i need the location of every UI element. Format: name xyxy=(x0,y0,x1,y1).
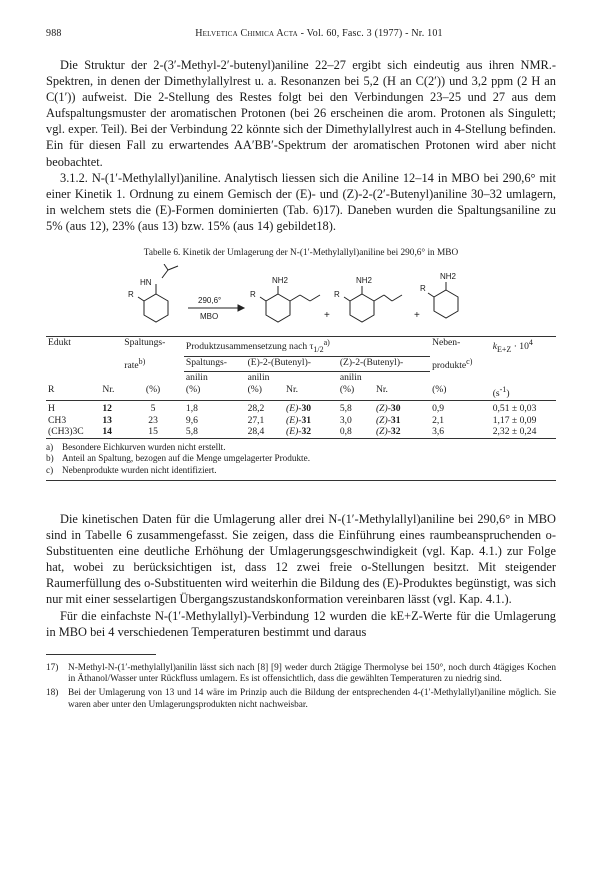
cell-spalt: 5,8 xyxy=(184,426,246,438)
head-s-close: ) xyxy=(506,388,510,399)
cell-e-prefix: (E)- xyxy=(286,403,302,414)
head-produkt xyxy=(184,337,430,356)
head-pct-neben: (%) xyxy=(430,384,491,400)
head-e-prod-2: anilin xyxy=(247,372,270,384)
reaction-scheme xyxy=(126,264,486,332)
head-spaltungsrate-1: Spaltungs- xyxy=(124,337,166,349)
cell-e-pct: 27,1 xyxy=(247,414,265,426)
head-produkt-sup: a) xyxy=(323,338,330,348)
scheme-r1: R xyxy=(128,290,134,300)
footnote xyxy=(46,688,556,711)
cell-z-nr xyxy=(374,403,430,415)
footnote-mark: 18) xyxy=(46,687,59,698)
head-produkt-sub: 1/2 xyxy=(313,345,324,355)
footnote xyxy=(46,663,556,686)
head-k-tail: · 10 xyxy=(511,341,529,353)
reactant-ring xyxy=(144,294,168,322)
running-title xyxy=(82,28,556,39)
cell-z-nr xyxy=(374,415,430,427)
scheme-nh2-1: NH2 xyxy=(272,276,289,286)
table-footnote xyxy=(46,465,556,477)
cell-e-nr xyxy=(284,415,338,427)
cell-e-number: 30 xyxy=(301,403,312,414)
cell-nr: 13 xyxy=(102,414,112,426)
table-row xyxy=(46,426,556,438)
head-spaltungsanilin-2: anilin xyxy=(185,372,208,384)
scheme-nh2-3: NH2 xyxy=(440,272,457,282)
cell-z-pct: 0,8 xyxy=(338,426,374,438)
paragraph-2: 3.1.2. N-(1′-Methylallyl)aniline. Analytisch liessen sich die Aniline 12–14 in MBO bei 290,6° mit einer Kinetik 1. Ordnung zu einem Gemisch der (E)- und (Z)-2-(2′-Butenyl)aniline 30–32 umlagern, in welchem stets die (E)-Formen dominierten (Tab. 6)17). Daneben wurden die Spaltungsaniline zu 5% (aus 12), 23% (aus 13) bzw. 15% (aus 14) gebildet18). xyxy=(46,170,556,233)
table-footnotes xyxy=(46,442,556,477)
table-head-row-4 xyxy=(46,384,556,400)
cell-k: 0,51 ± 0,03 xyxy=(492,403,537,414)
cell-e-number: 32 xyxy=(301,426,312,437)
product3-ring xyxy=(434,290,458,318)
table-end-rule xyxy=(46,480,556,481)
head-neben-sup: c) xyxy=(466,357,473,367)
cell-r: CH3 xyxy=(48,414,67,426)
cell-k: 1,17 ± 0,09 xyxy=(492,414,537,426)
page-number: 988 xyxy=(46,28,62,39)
head-pct-e: (%) xyxy=(246,384,284,400)
page xyxy=(46,28,556,713)
cell-e-pct: 28,4 xyxy=(246,426,284,438)
scheme-solvent: MBO xyxy=(200,312,219,322)
head-s-text: (s xyxy=(492,388,500,399)
cell-z-prefix: (Z)- xyxy=(375,403,391,414)
table-footnote-mark: a) xyxy=(46,441,54,452)
cell-spalt: 9,6 xyxy=(185,414,198,426)
cell-rate: 5 xyxy=(150,403,156,414)
head-nr-z: Nr. xyxy=(374,384,430,400)
paragraph-1: Die Struktur der 2-(3′-Methyl-2′-butenyl)aniline 22–27 ergibt sich eindeutig aus ihren NMR.-Spektren, in denen der Dimethylallylrest u. a. Resonanzen bei 5,2 (H an C(2′)) und 3,2 ppm (2 H an C(1′)) aufweist. Die 2-Stellung des Restes folgt bei den Verbindungen 23–25 und 27 aus dem Aufspaltungsmuster der aromatischen Protonen (bei 26 erscheinen die arom. Protonen als Singulett; vgl. exper. Teil). Bei der Verbindung 22 könnte sich der Dimethylallylrest auch in 4-Stellung befinden. Ein für diesen Fall zu erwartendes AA′BB′-Spektrum der aromatischen Protonen wird aber nicht beobachtet. xyxy=(46,58,556,169)
journal-volume: - Vol. 60, Fasc. 3 (1977) - Nr. 101 xyxy=(297,28,443,39)
head-pct-spalt: (%) xyxy=(184,384,246,400)
footnote-separator xyxy=(46,654,156,655)
table-row xyxy=(46,403,556,415)
head-neben-1: Neben- xyxy=(432,337,461,349)
head-s xyxy=(491,384,556,400)
head-neben-2 xyxy=(430,356,491,372)
head-k-sub: E+Z xyxy=(497,345,512,355)
head-k-symbol: k xyxy=(492,341,497,353)
head-z-prod-2: anilin xyxy=(339,372,362,384)
cell-z-prefix: (Z)- xyxy=(375,426,391,437)
reaction-scheme-drawing xyxy=(126,264,486,332)
head-neben-text: produkte xyxy=(432,360,467,372)
cell-e-number: 31 xyxy=(301,414,312,426)
cell-z-pct: 3,0 xyxy=(339,414,352,426)
cell-e-nr xyxy=(284,426,338,438)
table-head-row-2 xyxy=(46,356,556,372)
cell-k: 2,32 ± 0,24 xyxy=(491,426,556,438)
cell-z-number: 32 xyxy=(390,426,401,437)
head-k-sup: 4 xyxy=(528,338,533,348)
cell-nr: 12 xyxy=(102,403,112,414)
cell-e-nr xyxy=(284,403,338,415)
scheme-temp: 290,6° xyxy=(198,296,222,306)
footnotes xyxy=(46,663,556,711)
head-edukt: Edukt xyxy=(48,337,71,349)
table-footnote-text: Besondere Eichkurven wurden nicht erstellt. xyxy=(62,441,226,452)
product2-ring xyxy=(350,294,374,322)
scheme-plus-2: + xyxy=(414,310,420,322)
head-nr: Nr. xyxy=(100,384,122,400)
cell-z-prefix: (Z)- xyxy=(375,414,391,426)
cell-nr: 14 xyxy=(100,426,122,438)
table-footnote xyxy=(46,442,556,454)
paragraph-4: Für die einfachste N-(1′-Methylallyl)-Verbindung 12 wurden die kE+Z-Werte für die Umlagerung in MBO bei 4 verschiedenen Temperaturen bestimmt und daraus xyxy=(46,608,556,639)
cell-rate: 23 xyxy=(148,414,158,426)
head-pct-z: (%) xyxy=(338,384,374,400)
footnote-mark: 17) xyxy=(46,662,59,673)
cell-neben: 3,6 xyxy=(430,426,491,438)
head-r: R xyxy=(46,384,100,400)
cell-e-pct: 28,2 xyxy=(247,403,265,414)
cell-neben: 0,9 xyxy=(432,403,445,414)
running-header xyxy=(46,28,556,39)
table-head-row-3 xyxy=(46,372,556,384)
paragraph-3: Die kinetischen Daten für die Umlagerung aller drei N-(1′-Methylallyl)aniline bei 290,6° in MBO sind in Tabelle 6 zusammengefasst. Sie zeigen, dass die Einführung eines raumbeanspruchenden o-Substituenten eine deutliche Erhöhung der Umlagerungsgeschwindigkeit (vgl. Kap. 4.1.) zur Folge hat, wobei zu berücksichtigen ist, dass 12 zwei freie o-Stellungen besitzt. Mit steigender Raumerfüllung des o-Substituenten wird weiterhin die Bildung des (E)-Produktes begünstigt, was sich nur mit einer sesselartigen Übergangszustandskonformation vereinbaren lässt (vgl. Kap. 4.1.). xyxy=(46,512,556,607)
head-e-prod-1: (E)-2-(Butenyl)- xyxy=(246,356,338,372)
head-k xyxy=(491,337,556,356)
table-footnote-mark: c) xyxy=(46,464,54,475)
table-footnote-mark: b) xyxy=(46,453,54,463)
table-head-row-1 xyxy=(46,337,556,356)
cell-z-number: 30 xyxy=(390,403,401,414)
head-spaltungsanilin-1: Spaltungs- xyxy=(184,356,246,372)
scheme-r4: R xyxy=(420,284,426,294)
cell-rate: 15 xyxy=(122,426,184,438)
cell-z-pct: 5,8 xyxy=(339,403,352,414)
scheme-r3: R xyxy=(334,290,340,300)
head-nr-e: Nr. xyxy=(284,384,338,400)
table-footnote-text: Nebenprodukte wurden nicht identifiziert. xyxy=(62,464,217,475)
table-row xyxy=(46,415,556,427)
head-s-sup: -1 xyxy=(499,384,507,394)
head-z-prod-1: (Z)-2-(Butenyl)- xyxy=(338,356,430,372)
cell-r: (CH3)3C xyxy=(46,426,100,438)
footnote-text: Bei der Umlagerung von 13 und 14 wäre im Prinzip auch die Bildung der entsprechenden 4-(1′-Methylallyl)aniline möglich. Sie waren aber unter den Umlagerungsprodukten nicht nachweisbar. xyxy=(68,687,556,710)
cell-z-nr xyxy=(374,426,430,438)
scheme-plus-1: + xyxy=(324,310,330,322)
head-spaltungsrate-2 xyxy=(122,356,184,372)
cell-z-number: 31 xyxy=(390,414,401,426)
cell-neben: 2,1 xyxy=(432,414,445,426)
scheme-nh2-2: NH2 xyxy=(356,276,373,286)
cell-spalt: 1,8 xyxy=(185,403,198,414)
product1-ring xyxy=(266,294,290,322)
head-pct-rate: (%) xyxy=(122,384,184,400)
scheme-hn: HN xyxy=(140,278,152,288)
table-footnote xyxy=(46,453,556,465)
cell-r: H xyxy=(48,403,55,414)
table-caption: Tabelle 6. Kinetik der Umlagerung der N-(1′-Methylallyl)aniline bei 290,6° in MBO xyxy=(143,248,459,259)
table-footnote-text: Anteil an Spaltung, bezogen auf die Menge umgelagerter Produkte. xyxy=(62,453,310,463)
head-rate-sup: b) xyxy=(138,357,146,367)
cell-e-prefix: (E)- xyxy=(286,426,302,437)
head-rate-text: rate xyxy=(124,360,139,372)
scheme-r2: R xyxy=(250,290,256,300)
kinetics-table xyxy=(46,337,556,438)
cell-e-prefix: (E)- xyxy=(286,414,302,426)
journal-name: Helvetica Chimica Acta xyxy=(195,28,298,39)
footnote-text: N-Methyl-N-(1′-methylallyl)anilin lässt sich nach [8] [9] weder durch 2tägige Thermolyse bei 150°, noch durch 4tägiges Kochen in Äthanol/Wasser unter Rückfluss umlagern. Es ist offensichtlich, dass die gewählten Temperaturen zu niedrig sind. xyxy=(68,662,556,685)
head-produkt-text: Produktzusammensetzung nach τ xyxy=(185,341,314,353)
